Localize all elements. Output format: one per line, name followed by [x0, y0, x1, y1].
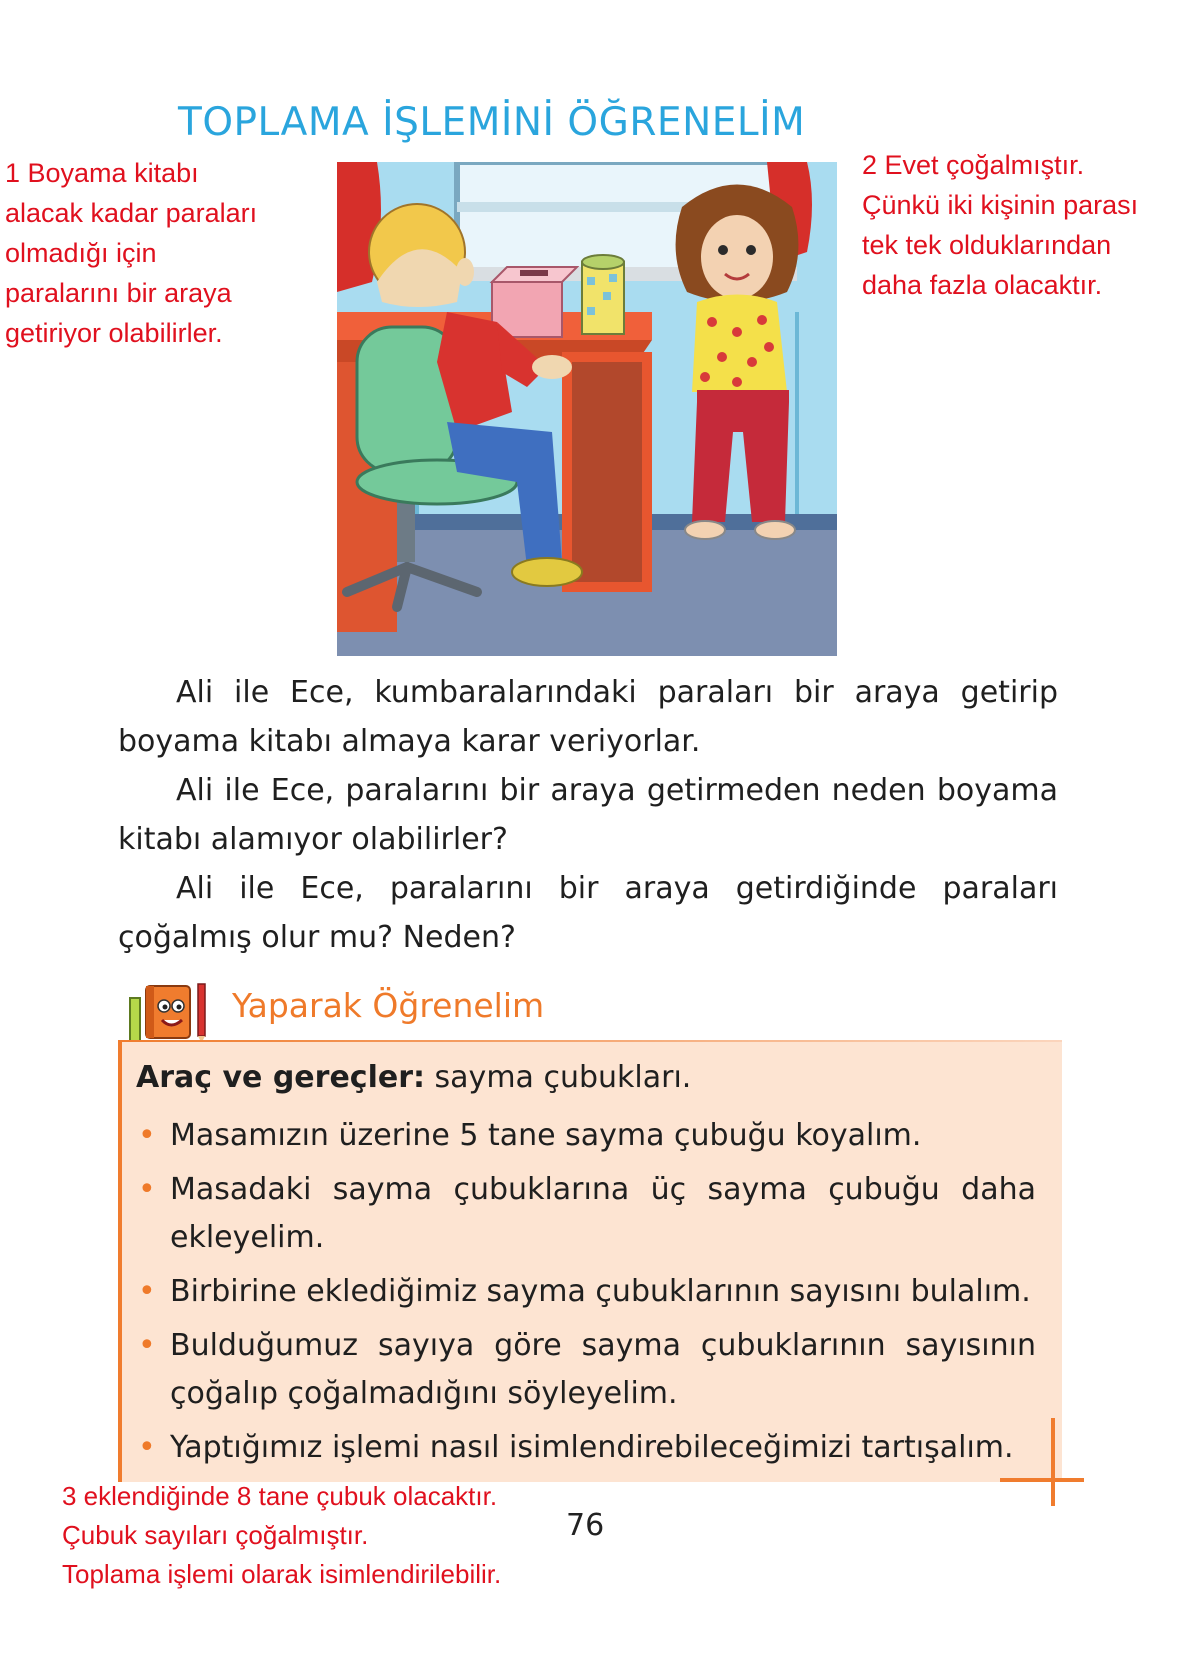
step-item	[136, 1166, 1036, 1262]
note-line: Çubuk sayıları çoğalmıştır.	[62, 1520, 369, 1550]
note-line: olmadığı için	[5, 238, 157, 268]
note-line: Toplama işlemi olarak isimlendirilebilir.	[62, 1559, 502, 1589]
bullet-icon: •	[138, 1274, 156, 1309]
page-title: TOPLAMA İŞLEMİNİ ÖĞRENELİM	[178, 100, 806, 145]
book-mascot-icon	[124, 980, 220, 1044]
step-text: Bulduğumuz sayıya göre sayma çubuklarının sayısının çoğalıp çoğalmadığını söyleyelim.	[170, 1328, 1036, 1411]
section-header	[124, 980, 824, 1040]
story-question: Ali ile Ece, paralarını bir araya getirmeden neden boyama kitabı alamıyor olabilirler?	[118, 773, 1058, 857]
bullet-icon: •	[138, 1328, 156, 1363]
note-line: 1 Boyama kitabı	[5, 158, 199, 188]
bullet-icon: •	[138, 1430, 156, 1465]
step-item	[136, 1424, 1036, 1472]
story-paragraph: Ali ile Ece, kumbaralarındaki paraları bir araya getirip boyama kitabı almaya karar veriyorlar.	[118, 675, 1058, 759]
step-text: Masadaki sayma çubuklarına üç sayma çubuğu daha ekleyelim.	[170, 1172, 1036, 1255]
section-title: Yaparak Öğrenelim	[232, 986, 545, 1025]
answer-note-3	[62, 1477, 501, 1594]
step-text: Yaptığımız işlemi nasıl isimlendirebileceğimizi tartışalım.	[170, 1430, 1014, 1465]
step-text: Masamızın üzerine 5 tane sayma çubuğu koyalım.	[170, 1118, 922, 1153]
bullet-icon: •	[138, 1118, 156, 1153]
note-line: paralarını bir araya	[5, 278, 232, 308]
note-line: 2 Evet çoğalmıştır.	[862, 150, 1085, 180]
materials-value: sayma çubukları.	[434, 1060, 692, 1095]
note-line: Çünkü iki kişinin parası	[862, 190, 1139, 220]
story-illustration	[337, 162, 837, 656]
note-line: 3 eklendiğinde 8 tane çubuk olacaktır.	[62, 1481, 498, 1511]
page-number: 76	[566, 1508, 605, 1543]
note-line: alacak kadar paraları	[5, 198, 258, 228]
materials-label: Araç ve gereçler:	[136, 1060, 425, 1095]
answer-note-1	[5, 153, 257, 353]
story-question: Ali ile Ece, paralarını bir araya getirdiğinde paraları çoğalmış olur mu? Neden?	[118, 871, 1058, 955]
step-item	[136, 1268, 1036, 1316]
activity-steps	[136, 1112, 1036, 1478]
note-line: daha fazla olacaktır.	[862, 270, 1103, 300]
box-corner-line	[1000, 1478, 1084, 1482]
materials-line	[136, 1060, 691, 1095]
note-line: tek tek olduklarından	[862, 230, 1112, 260]
story-text	[118, 668, 1058, 962]
step-item	[136, 1322, 1036, 1418]
bullet-icon: •	[138, 1172, 156, 1207]
step-item	[136, 1112, 1036, 1160]
step-text: Birbirine eklediğimiz sayma çubuklarının sayısını bulalım.	[170, 1274, 1031, 1309]
answer-note-2	[862, 145, 1138, 305]
note-line: getiriyor olabilirler.	[5, 318, 223, 348]
box-corner-line	[1051, 1418, 1055, 1506]
